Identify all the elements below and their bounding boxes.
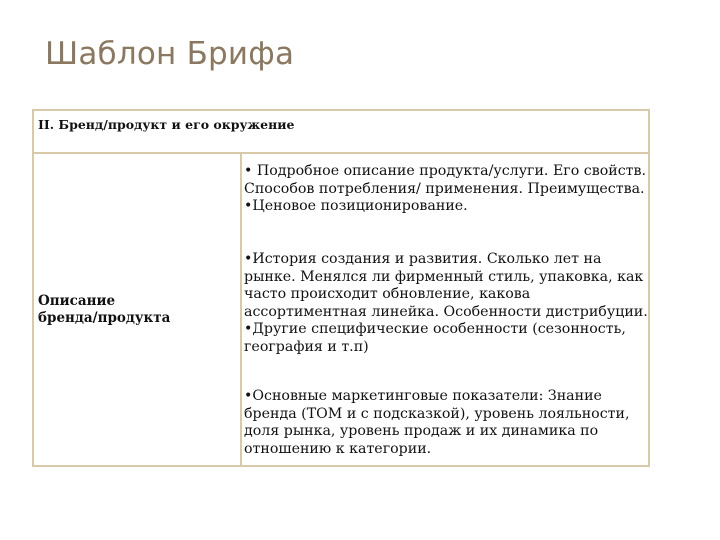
paragraph-brand-history (244, 251, 648, 357)
text-line: •Ценовое позиционирование. (244, 198, 468, 215)
row-label (38, 293, 234, 327)
text-line: •Основные маркетинговые показатели: Знание (244, 388, 602, 404)
text-line: отношению к категории. (244, 440, 432, 457)
text-line: доля рынка, уровень продаж и их динамика по (244, 423, 599, 440)
text-line: рынке. Менялся ли фирменный стиль, упаковка, как (244, 268, 644, 285)
text-line: часто происходит обновление, какова (244, 286, 531, 303)
text-line: Способов потребления/ применения. Преимущества. (244, 180, 645, 197)
text-line: • Подробное описание продукта/услуги. Его свойств. (244, 163, 647, 179)
text-line: бренда (ТОМ и с подсказкой), уровень лояльности, (244, 405, 630, 422)
text-line: ассортиментная линейка. Особенности дистрибуции. (244, 303, 648, 320)
row-label-line: Описание (38, 293, 116, 309)
row-label-line: бренда/продукта (38, 310, 171, 326)
paragraph-marketing-metrics (244, 388, 629, 458)
table-header-row (34, 111, 648, 154)
section-heading: II. Бренд/продукт и его окружение (38, 117, 295, 132)
slide-title: Шаблон Брифа (45, 36, 295, 72)
paragraph-product-description (244, 163, 646, 216)
brief-table (32, 109, 650, 467)
column-divider (240, 154, 242, 465)
text-line: •Другие специфические особенности (сезонность, (244, 321, 626, 338)
text-line: география и т.п) (244, 338, 369, 355)
text-line: •История создания и развития. Сколько лет на (244, 251, 602, 267)
